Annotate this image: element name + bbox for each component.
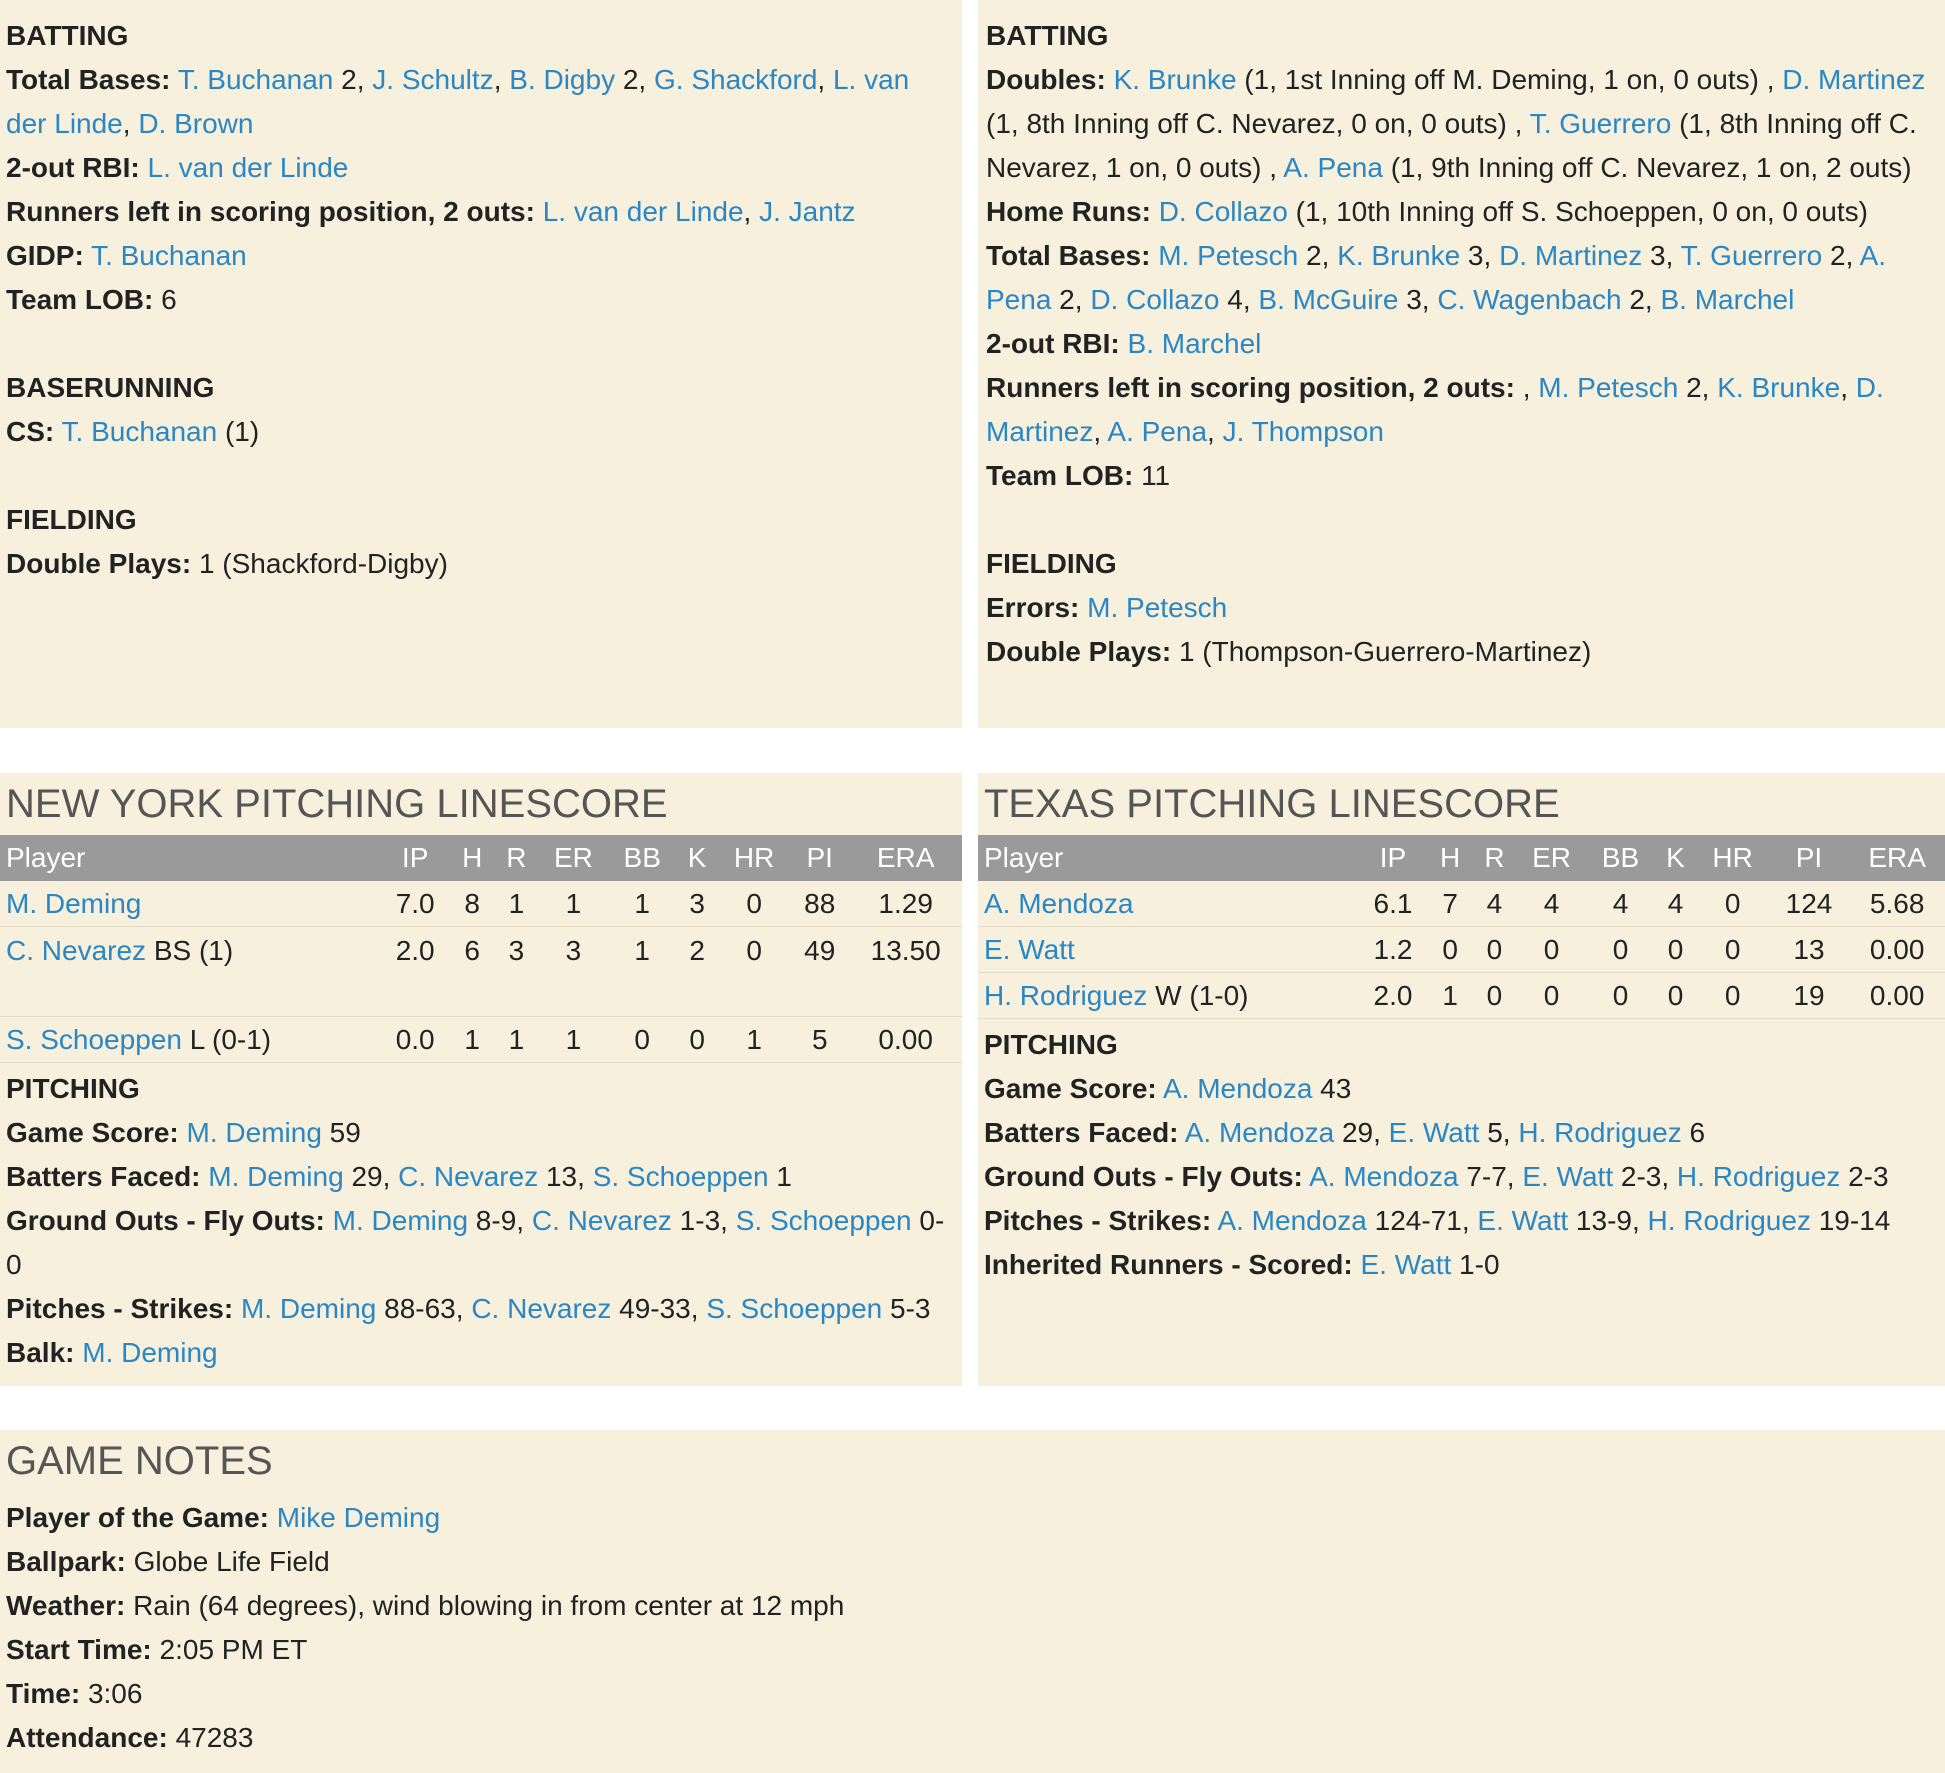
player-link[interactable]: E. Watt: [1522, 1161, 1614, 1192]
stat-value: 59: [321, 1117, 361, 1148]
stat-value: 5-3: [882, 1293, 931, 1324]
errors-line: [986, 586, 1939, 630]
balk-line: [6, 1331, 956, 1375]
stat-value: 3,: [1642, 240, 1681, 271]
stat-cell: 13: [1769, 927, 1850, 973]
stat-cell: 3: [676, 881, 718, 927]
batters-faced-line: [6, 1155, 956, 1199]
decision-note: L (0-1): [181, 1023, 272, 1055]
stat-value: 2-3: [1840, 1161, 1889, 1192]
stat-value: 124-71,: [1366, 1205, 1478, 1236]
stat-cell: 2: [676, 927, 718, 1017]
player-link[interactable]: A. Pena: [1283, 152, 1383, 183]
stat-value: 3,: [1460, 240, 1500, 271]
stat-label: 2-out RBI:: [986, 328, 1120, 359]
player-cell: [978, 927, 1358, 973]
section-heading-baserunning: BASERUNNING: [6, 372, 215, 403]
stat-value: 29,: [1334, 1117, 1389, 1148]
stat-label: CS:: [6, 416, 55, 447]
stat-cell: 0: [1472, 973, 1516, 1019]
stat-value: Rain (64 degrees), wind blowing in from center at 12 mph: [133, 1590, 845, 1621]
player-link[interactable]: S. Schoeppen: [706, 1293, 883, 1324]
player-cell: [978, 881, 1358, 927]
stat-cell: 5: [790, 1017, 849, 1063]
player-link[interactable]: M. Deming: [82, 1337, 218, 1368]
player-link[interactable]: S. Schoeppen: [6, 1023, 182, 1055]
player-link[interactable]: H. Rodriguez: [1518, 1117, 1682, 1148]
stat-cell: 2.0: [1358, 973, 1428, 1019]
player-link[interactable]: C. Nevarez: [471, 1293, 612, 1324]
stat-label: Batters Faced:: [6, 1161, 201, 1192]
stat-value: 13,: [538, 1161, 593, 1192]
stat-cell: 3: [494, 927, 538, 1017]
stat-label: Inherited Runners - Scored:: [984, 1249, 1353, 1280]
stat-cell: 19: [1769, 973, 1850, 1019]
player-link[interactable]: M. Deming: [332, 1205, 469, 1236]
stat-cell: 1: [494, 881, 538, 927]
player-link[interactable]: H. Rodriguez: [1647, 1205, 1811, 1236]
panel-title: TEXAS PITCHING LINESCORE: [984, 782, 1560, 826]
stat-value: 1 (Thompson-Guerrero-Martinez): [1178, 636, 1592, 667]
stat-value: 6: [161, 284, 177, 315]
stat-cell: 1: [608, 881, 676, 927]
gidp-line: [6, 234, 956, 278]
player-link[interactable]: S. Schoeppen: [592, 1161, 769, 1192]
game-score-line: [6, 1111, 956, 1155]
stat-cell: 1: [450, 1017, 494, 1063]
stat-value: 2,: [1822, 240, 1860, 271]
player-link[interactable]: E. Watt: [1477, 1205, 1569, 1236]
stat-cell: 0: [1428, 927, 1472, 973]
game-score-line: [984, 1067, 1939, 1111]
player-link[interactable]: L. van der Linde: [147, 152, 349, 183]
stat-cell: 4: [1654, 881, 1696, 927]
player-link[interactable]: E. Watt: [1360, 1249, 1452, 1280]
section-heading-pitching: PITCHING: [984, 1029, 1118, 1060]
stat-cell: 4: [1587, 881, 1655, 927]
stat-label: Start Time:: [6, 1634, 152, 1665]
stat-value: 43: [1312, 1073, 1352, 1104]
player-link[interactable]: C. Nevarez: [398, 1161, 539, 1192]
stat-value: ,: [817, 64, 833, 95]
player-link[interactable]: K. Brunke: [1717, 372, 1841, 403]
stat-cell: 1: [539, 881, 609, 927]
stat-cell: 0: [1517, 973, 1587, 1019]
stat-cell: 1: [608, 927, 676, 1017]
player-link[interactable]: L. van der Linde: [6, 64, 910, 139]
stat-value: 2,: [1298, 240, 1338, 271]
ny-batting-panel: [0, 0, 962, 728]
stat-label: Player of the Game:: [6, 1502, 269, 1533]
stat-value: 49-33,: [611, 1293, 707, 1324]
table-row: [978, 927, 1945, 973]
player-link[interactable]: J. Schultz: [372, 64, 494, 95]
double-plays-line: [6, 542, 956, 586]
inherited-runners-line: [984, 1243, 1939, 1287]
player-cell: [0, 1017, 380, 1063]
stat-cell: 0: [1697, 881, 1769, 927]
column-header: IP: [380, 835, 450, 881]
stat-cell: 7.0: [380, 881, 450, 927]
stat-value: 6: [1681, 1117, 1706, 1148]
section-heading-batting: BATTING: [6, 20, 129, 51]
section-heading-fielding: FIELDING: [986, 548, 1117, 579]
stat-value: 8-9,: [468, 1205, 532, 1236]
stat-label: Attendance:: [6, 1722, 168, 1753]
player-link[interactable]: A. Mendoza: [1217, 1205, 1367, 1236]
player-link[interactable]: A. Mendoza: [1309, 1161, 1459, 1192]
stat-value: 4,: [1219, 284, 1259, 315]
stat-cell: 2.0: [380, 927, 450, 1017]
stat-label: Batters Faced:: [984, 1117, 1179, 1148]
game-notes-panel: [0, 1430, 1945, 1773]
column-header: HR: [1697, 835, 1769, 881]
player-link[interactable]: Mike Deming: [276, 1502, 441, 1533]
stat-label: Time:: [6, 1678, 81, 1709]
column-header: ER: [539, 835, 609, 881]
stat-value: 2,: [333, 64, 373, 95]
stat-label: 2-out RBI:: [6, 152, 140, 183]
player-link[interactable]: A. Mendoza: [984, 887, 1134, 919]
panel-title: NEW YORK PITCHING LINESCORE: [6, 782, 668, 826]
stat-cell: 13.50: [849, 927, 962, 1017]
stat-value: (1, 8th Inning off C. Nevarez, 1 on, 0 outs) ,: [986, 108, 1917, 183]
stat-label: Doubles:: [986, 64, 1106, 95]
stat-cell: 0.00: [1849, 973, 1945, 1019]
stat-value: 1 (Shackford-Digby): [198, 548, 448, 579]
section-heading-fielding: FIELDING: [6, 504, 137, 535]
stat-cell: 1: [718, 1017, 790, 1063]
stat-label: Total Bases:: [6, 64, 171, 95]
double-plays-line: [986, 630, 1939, 674]
player-link[interactable]: L. van der Linde: [542, 196, 744, 227]
player-link[interactable]: D. Collazo: [1090, 284, 1220, 315]
stat-label: Total Bases:: [986, 240, 1151, 271]
stat-label: Errors:: [986, 592, 1080, 623]
player-link[interactable]: A. Mendoza: [1162, 1073, 1313, 1104]
player-link[interactable]: M. Deming: [208, 1161, 344, 1192]
player-link[interactable]: D. Collazo: [1158, 196, 1288, 227]
player-of-game-line: [6, 1496, 1939, 1540]
player-link[interactable]: E. Watt: [984, 933, 1075, 965]
player-link[interactable]: T. Buchanan: [61, 416, 218, 447]
stat-cell: 0: [1587, 927, 1655, 973]
player-link[interactable]: B. Digby: [509, 64, 616, 95]
player-link[interactable]: D. Brown: [138, 108, 254, 139]
column-header: HR: [718, 835, 790, 881]
player-link[interactable]: B. Marchel: [1127, 328, 1262, 359]
stat-label: Home Runs:: [986, 196, 1151, 227]
stat-cell: 3: [539, 927, 609, 1017]
stat-cell: 0: [608, 1017, 676, 1063]
rlisp-line: [6, 190, 956, 234]
stat-value: ,: [1093, 416, 1108, 447]
cs-line: [6, 410, 956, 454]
stat-value: 2:05 PM ET: [159, 1634, 308, 1665]
stat-value: 47283: [175, 1722, 254, 1753]
player-cell: [978, 973, 1358, 1019]
stat-label: Pitches - Strikes:: [6, 1293, 234, 1324]
start-time-line: [6, 1628, 1939, 1672]
stat-value: 2,: [1621, 284, 1661, 315]
tx-pitching-panel: [978, 773, 1945, 1386]
pitches-strikes-line: [984, 1199, 1939, 1243]
team-lob-line: [986, 454, 1939, 498]
player-link[interactable]: K. Brunke: [1113, 64, 1237, 95]
column-header: IP: [1358, 835, 1428, 881]
stat-label: Ground Outs - Fly Outs:: [6, 1205, 325, 1236]
stat-label: Pitches - Strikes:: [984, 1205, 1212, 1236]
player-link[interactable]: M. Deming: [6, 887, 142, 919]
stat-value: (1, 9th Inning off C. Nevarez, 1 on, 2 outs): [1382, 152, 1912, 183]
stat-value: ,: [1840, 372, 1856, 403]
column-header: K: [1654, 835, 1696, 881]
player-link[interactable]: T. Guerrero: [1680, 240, 1823, 271]
stat-label: Ground Outs - Fly Outs:: [984, 1161, 1303, 1192]
stat-label: Game Score:: [6, 1117, 179, 1148]
column-header: BB: [608, 835, 676, 881]
player-link[interactable]: A. Mendoza: [1184, 1117, 1335, 1148]
stat-value: 88-63,: [376, 1293, 472, 1324]
ny-pitching-panel: [0, 773, 962, 1386]
column-header: ER: [1517, 835, 1587, 881]
two-out-rbi-line: [986, 322, 1939, 366]
stat-value: 1-3,: [671, 1205, 736, 1236]
stat-value: 13-9,: [1568, 1205, 1648, 1236]
column-header: H: [450, 835, 494, 881]
total-bases-line: [6, 58, 956, 146]
stat-value: 2,: [615, 64, 654, 95]
stat-cell: 1: [494, 1017, 538, 1063]
player-link[interactable]: M. Deming: [186, 1117, 322, 1148]
player-link[interactable]: D. Martinez: [1499, 240, 1643, 271]
stat-cell: 88: [790, 881, 849, 927]
stat-cell: 0: [718, 881, 790, 927]
total-bases-line: [986, 234, 1939, 322]
weather-line: [6, 1584, 1939, 1628]
stat-value: 3,: [1398, 284, 1438, 315]
stat-label: Ballpark:: [6, 1546, 126, 1577]
stat-cell: 5.68: [1849, 881, 1945, 927]
player-link[interactable]: H. Rodriguez: [984, 979, 1148, 1011]
stat-value: ,: [1207, 416, 1223, 447]
ballpark-line: [6, 1540, 1939, 1584]
player-link[interactable]: B. Marchel: [1660, 284, 1795, 315]
section-heading-pitching: PITCHING: [6, 1073, 140, 1104]
stat-label: Runners left in scoring position, 2 outs:: [6, 196, 535, 227]
player-link[interactable]: A. Pena: [1107, 416, 1208, 447]
stat-cell: 0: [718, 927, 790, 1017]
stat-cell: 1: [1428, 973, 1472, 1019]
stat-cell: 0: [1472, 927, 1516, 973]
stat-value: 0-0: [6, 1205, 945, 1280]
doubles-line: [986, 58, 1939, 190]
stat-cell: 1.29: [849, 881, 962, 927]
batters-faced-line: [984, 1111, 1939, 1155]
pitching-linescore-table: [0, 835, 962, 1063]
player-link[interactable]: H. Rodriguez: [1676, 1161, 1841, 1192]
stat-cell: 0: [1587, 973, 1655, 1019]
player-link[interactable]: E. Watt: [1388, 1117, 1480, 1148]
column-header: BB: [1587, 835, 1655, 881]
two-out-rbi-line: [6, 146, 956, 190]
player-link[interactable]: T. Buchanan: [177, 64, 334, 95]
pitches-strikes-line: [6, 1287, 956, 1331]
column-header: H: [1428, 835, 1472, 881]
section-heading-batting: BATTING: [986, 20, 1109, 51]
player-link[interactable]: M. Petesch: [1087, 592, 1228, 623]
stat-label: Balk:: [6, 1337, 75, 1368]
separator: ,: [1514, 372, 1539, 403]
player-link[interactable]: K. Brunke: [1337, 240, 1461, 271]
stat-cell: 7: [1428, 881, 1472, 927]
rlisp-line: [986, 366, 1939, 454]
attendance-line: [6, 1716, 1939, 1760]
stat-label: Double Plays:: [6, 548, 192, 579]
table-row: [978, 881, 1945, 927]
column-header: PI: [1769, 835, 1850, 881]
stat-cell: 0: [1697, 973, 1769, 1019]
stat-label: Game Score:: [984, 1073, 1157, 1104]
stat-value: ,: [493, 64, 510, 95]
pitching-linescore-table: [978, 835, 1945, 1019]
column-header: K: [676, 835, 718, 881]
decision-note: BS (1): [146, 935, 234, 966]
player-cell: [0, 927, 380, 1017]
stat-value: (1, 1st Inning off M. Deming, 1 on, 0 outs) ,: [1236, 64, 1783, 95]
player-link[interactable]: S. Schoeppen: [735, 1205, 912, 1236]
stat-value: (1, 8th Inning off C. Nevarez, 0 on, 0 outs) ,: [986, 108, 1530, 139]
table-row: [0, 927, 962, 1017]
stat-value: 19-14: [1810, 1205, 1891, 1236]
stat-cell: 4: [1517, 881, 1587, 927]
stat-label: Team LOB:: [986, 460, 1134, 491]
stat-cell: 8: [450, 881, 494, 927]
stat-label: Weather:: [6, 1590, 126, 1621]
column-header: Player: [978, 835, 1358, 881]
player-link[interactable]: T. Guerrero: [1529, 108, 1672, 139]
table-row: [0, 1017, 962, 1063]
stat-value: (1, 10th Inning off S. Schoeppen, 0 on, 0 outs): [1287, 196, 1868, 227]
home-runs-line: [986, 190, 1939, 234]
player-link[interactable]: D. Martinez: [1782, 64, 1926, 95]
stat-label: Double Plays:: [986, 636, 1172, 667]
player-link[interactable]: B. McGuire: [1258, 284, 1399, 315]
player-link[interactable]: C. Nevarez: [531, 1205, 672, 1236]
separator: ,: [743, 196, 760, 227]
stat-value: 1-0: [1451, 1249, 1500, 1280]
stat-cell: 0: [1697, 927, 1769, 973]
column-header: ERA: [849, 835, 962, 881]
player-link[interactable]: J. Thompson: [1222, 416, 1384, 447]
player-link[interactable]: A. Pena: [986, 240, 1887, 315]
player-link[interactable]: M. Petesch: [1158, 240, 1299, 271]
player-link[interactable]: J. Jantz: [759, 196, 856, 227]
decision-note: W (1-0): [1147, 979, 1249, 1011]
stat-cell: 0.00: [849, 1017, 962, 1063]
stat-cell: 4: [1472, 881, 1516, 927]
column-header: PI: [790, 835, 849, 881]
stat-cell: 0: [1654, 927, 1696, 973]
player-link[interactable]: M. Petesch: [1538, 372, 1679, 403]
stat-value: Globe Life Field: [133, 1546, 330, 1577]
stat-cell: 1.2: [1358, 927, 1428, 973]
ground-fly-outs-line: [984, 1155, 1939, 1199]
stat-cell: 1: [539, 1017, 609, 1063]
stat-label: Team LOB:: [6, 284, 154, 315]
table-row: [978, 973, 1945, 1019]
stat-cell: 0.00: [1849, 927, 1945, 973]
column-header: ERA: [1849, 835, 1945, 881]
stat-value: 5,: [1479, 1117, 1519, 1148]
player-link[interactable]: C. Nevarez: [6, 935, 147, 966]
stat-value: 1: [768, 1161, 792, 1192]
stat-cell: 6.1: [1358, 881, 1428, 927]
stat-value: 2,: [1678, 372, 1718, 403]
tx-batting-panel: [978, 0, 1945, 728]
stat-value: (1): [217, 416, 260, 447]
player-link[interactable]: G. Shackford: [654, 64, 818, 95]
game-time-line: [6, 1672, 1939, 1716]
column-header: Player: [0, 835, 380, 881]
stat-value: 11: [1141, 460, 1171, 491]
stat-value: 2-3,: [1613, 1161, 1677, 1192]
stat-value: 29,: [343, 1161, 399, 1192]
stat-cell: 6: [450, 927, 494, 1017]
column-header: R: [1472, 835, 1516, 881]
stat-value: ,: [122, 108, 139, 139]
player-cell: [0, 881, 380, 927]
stat-cell: 124: [1769, 881, 1850, 927]
stat-cell: 0: [1517, 927, 1587, 973]
stat-cell: 49: [790, 927, 849, 1017]
stat-cell: 0: [1654, 973, 1696, 1019]
stat-value: 3:06: [87, 1678, 143, 1709]
stat-cell: 0: [676, 1017, 718, 1063]
panel-title: GAME NOTES: [6, 1439, 273, 1483]
team-lob-line: [6, 278, 956, 322]
player-link[interactable]: D. Martinez: [986, 372, 1884, 447]
stat-cell: 0.0: [380, 1017, 450, 1063]
player-link[interactable]: C. Wagenbach: [1437, 284, 1622, 315]
stat-label: GIDP:: [6, 240, 84, 271]
stat-value: 2,: [1051, 284, 1091, 315]
stat-label: Runners left in scoring position, 2 outs:: [986, 372, 1515, 403]
ground-fly-outs-line: [6, 1199, 956, 1287]
stat-value: 7-7,: [1458, 1161, 1523, 1192]
player-link[interactable]: M. Deming: [240, 1293, 377, 1324]
player-link[interactable]: T. Buchanan: [91, 240, 247, 271]
table-row: [0, 881, 962, 927]
column-header: R: [494, 835, 538, 881]
